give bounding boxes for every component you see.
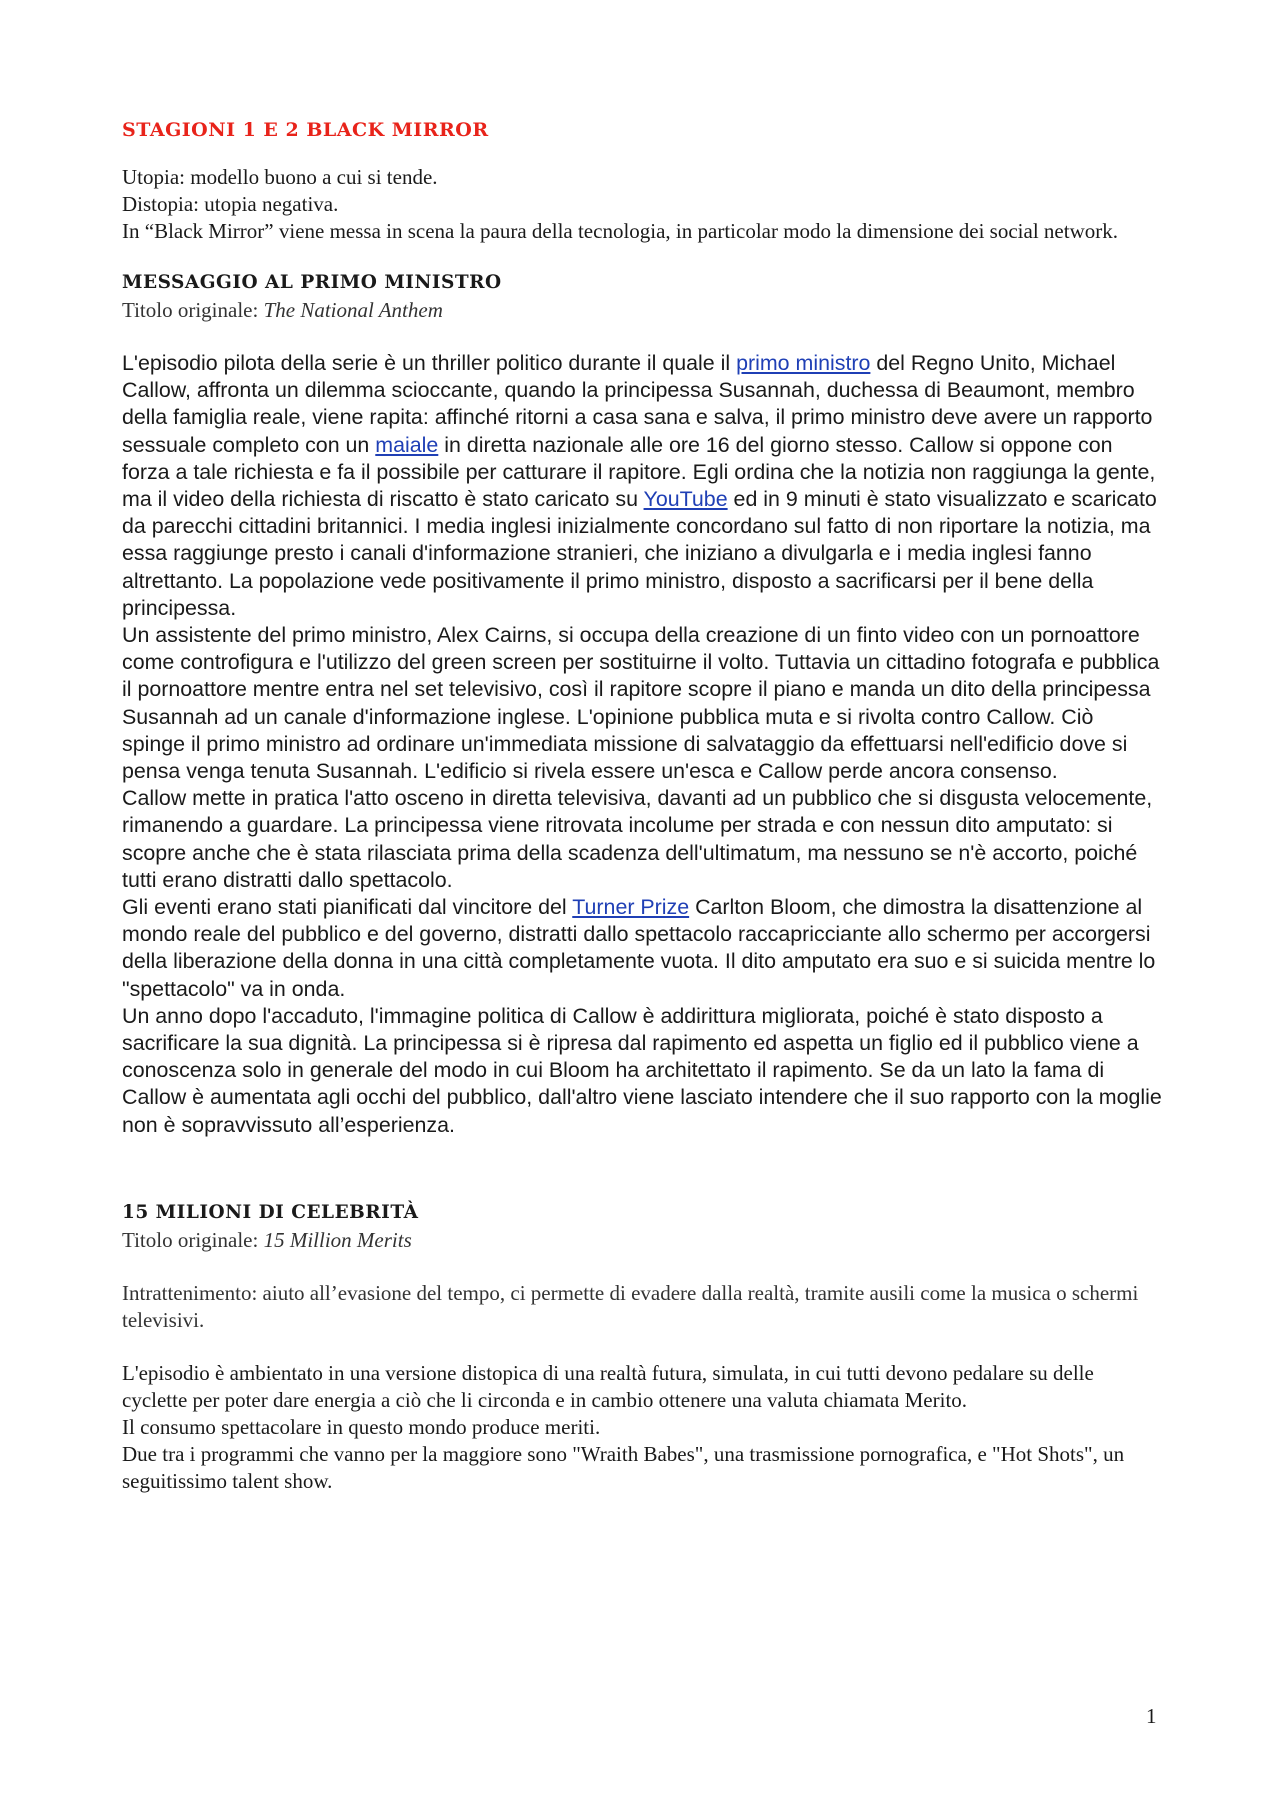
subtitle-prefix: Titolo originale: — [122, 298, 264, 322]
intro-line: Utopia: modello buono a cui si tende. — [122, 165, 438, 189]
subtitle-prefix: Titolo originale: — [122, 1227, 264, 1252]
page-number: 1 — [1146, 1704, 1157, 1728]
definition-paragraph: Intrattenimento: aiuto all’evasione del tempo, ci permette di evadere dalla realtà, tramite ausili come la musica o schermi televisivi. — [122, 1280, 1139, 1332]
original-title-episode-2 — [122, 1227, 1162, 1254]
section-title-episode-2: 15 MILIONI DI CELEBRITÀ — [122, 1201, 419, 1223]
link-primo-ministro[interactable]: primo ministro — [736, 351, 871, 375]
subtitle-italic: The National Anthem — [263, 298, 443, 322]
body-paragraph: L'episodio pilota della serie è un thriller politico durante il quale il primo ministro del Regno Unito, Michael Callow, affronta un dilemma scioccante, quando la principessa Susannah, duchessa di Beaumont, membro della famiglia reale, viene rapita: affinché ritorni a casa sana e salva, il primo ministro deve avere un rapporto sessuale completo con un maiale in diretta nazionale alle ore 16 del giorno stesso. Callow si oppone con forza a tale richiesta e fa il possibile per catturare il rapitore. Egli ordina che la notizia non raggiunga la gente, ma il video della richiesta di riscatto è stato caricato su YouTube ed in 9 minuti è stato visualizzato e scaricato da parecchi cittadini britannici. I media inglesi inizialmente concordano sul fatto di non riportare la notizia, ma essa raggiunge presto i canali d'informazione stranieri, che iniziano a divulgarla e i media inglesi fanno altrettanto. La popolazione vede positivamente il primo ministro, disposto a sacrificarsi per il bene della principessa. — [122, 351, 1157, 620]
intro-block — [122, 164, 1162, 245]
body-paragraph: Un anno dopo l'accaduto, l'immagine politica di Callow è addirittura migliorata, poiché è stato disposto a sacrificare la sua dignità. La principessa si è ripresa dal rapimento ed aspetta un figlio ed il pubblico viene a conoscenza solo in generale del modo in cui Bloom ha architettato il rapimento. Se da un lato la fama di Callow è aumentata agli occhi del pubblico, dall'altro viene lasciato intendere che il suo rapporto con la moglie non è sopravvissuto all’esperienza. — [122, 1003, 1162, 1137]
body-paragraph: Un assistente del primo ministro, Alex Cairns, si occupa della creazione di un finto video con un pornoattore come controfigura e l'utilizzo del green screen per sostituirne il volto. Tuttavia un cittadino fotografa e pubblica il pornoattore mentre entra nel set televisivo, così il rapitore scopre il piano e manda un dito della principessa Susannah ad un canale d'informazione inglese. L'opinione pubblica muta e si rivolta contro Callow. Ciò spinge il primo ministro ad ordinare un'immediata missione di salvataggio da effettuarsi nell'edificio dove si pensa venga tenuta Susannah. L'edificio si rivela essere un'esca e Callow perde ancora consenso. — [122, 623, 1160, 784]
link-turner-prize[interactable]: Turner Prize — [572, 895, 690, 920]
link-maiale[interactable]: maiale — [375, 432, 439, 457]
subtitle-italic: 15 Million Merits — [263, 1227, 412, 1252]
body-paragraph: L'episodio è ambientato in una versione distopica di una realtà futura, simulata, in cui tutti devono pedalare su delle cyclette per poter dare energia a ciò che li circonda e in cambio ottenere una valuta chiamata Merito. — [122, 1360, 1094, 1412]
intro-line: Distopia: utopia negativa. — [122, 192, 339, 216]
body-paragraph: Il consumo spettacolare in questo mondo produce meriti. — [122, 1414, 601, 1439]
original-title-episode-1 — [122, 297, 1162, 324]
document-title: STAGIONI 1 E 2 BLACK MIRROR — [122, 119, 489, 141]
episode-1-body — [122, 350, 1162, 1139]
intro-line: In “Black Mirror” viene messa in scena la paura della tecnologia, in particolar modo la dimensione dei social network. — [122, 219, 1118, 243]
body-paragraph: Callow mette in pratica l'atto osceno in diretta televisiva, davanti ad un pubblico che si disgusta velocemente, rimanendo a guardare. La principessa viene ritrovata incolume per strada e con nessun dito amputato: si scopre anche che è stata rilasciata prima della scadenza dell'ultimatum, ma nessuno se n'è accorto, poiché tutti erano distratti dallo spettacolo. — [122, 786, 1153, 892]
episode-2-body — [122, 1360, 1162, 1495]
body-paragraph: Gli eventi erano stati pianificati dal vincitore del Turner Prize Carlton Bloom, che dimostra la disattenzione al mondo reale del pubblico e del governo, distratti dallo spettacolo raccapricciante allo schermo per accorgersi della liberazione della donna in una città completamente vuota. Il dito amputato era suo e si suicida mentre lo "spettacolo" va in onda. — [122, 895, 1156, 1001]
body-paragraph: Due tra i programmi che vanno per la maggiore sono "Wraith Babes", una trasmissione pornografica, e "Hot Shots", un seguitissimo talent show. — [122, 1441, 1125, 1493]
document-page — [122, 118, 1162, 1495]
section-title-episode-1: MESSAGGIO AL PRIMO MINISTRO — [122, 272, 502, 293]
link-youtube[interactable]: YouTube — [643, 487, 728, 512]
